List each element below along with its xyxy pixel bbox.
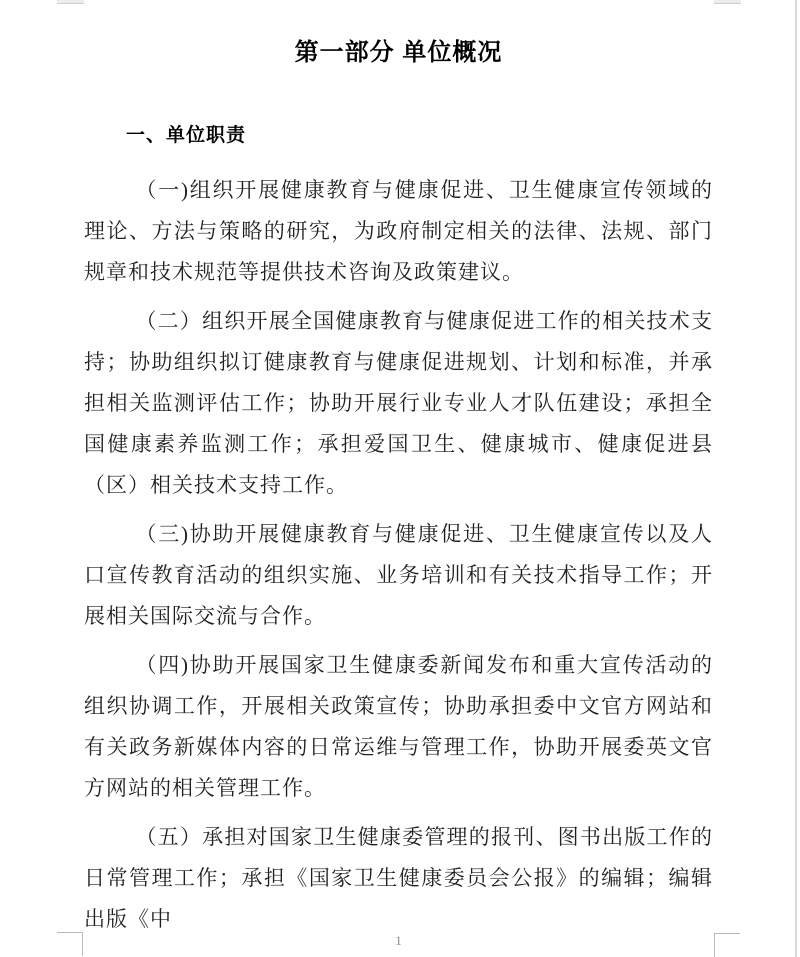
paragraph-4: （四)协助开展国家卫生健康委新闻发布和重大宣传活动的组织协调工作，开展相关政策宣传；协助承担委中文官方网站和有关政务新媒体内容的日常运维与管理工作，协助开展委英文官方网站的相关管理工作。 bbox=[84, 653, 713, 800]
top-margin-mark-left bbox=[57, 0, 84, 4]
document-body bbox=[84, 0, 713, 940]
paragraph-3: （三)协助开展健康教育与健康促进、卫生健康宣传以及人口宣传教育活动的组织实施、业务培训和有关技术指导工作；开展相关国际交流与合作。 bbox=[84, 522, 713, 628]
bottom-right-text-boundary-mark bbox=[714, 933, 740, 957]
page-right-edge bbox=[795, 0, 797, 957]
page-title: 第一部分 单位概况 bbox=[294, 39, 503, 66]
bottom-left-text-boundary-mark bbox=[57, 932, 83, 956]
page-number: 1 bbox=[395, 933, 402, 948]
top-margin-mark-right bbox=[714, 0, 741, 4]
paragraph-5: （五）承担对国家卫生健康委管理的报刊、图书出版工作的日常管理工作；承担《国家卫生健康委员会公报》的编辑；编辑出版《中 bbox=[84, 825, 713, 931]
section-heading: 一、单位职责 bbox=[126, 125, 247, 146]
paragraph-1: （一)组织开展健康教育与健康促进、卫生健康宣传领域的理论、方法与策略的研究，为政府制定相关的法律、法规、部门规章和技术规范等提供技术咨询及政策建议。 bbox=[84, 178, 713, 284]
paragraph-2: （二）组织开展全国健康教育与健康促进工作的相关技术支持；协助组织拟订健康教育与健康促进规划、计划和标准，并承担相关监测评估工作；协助开展行业专业人才队伍建设；承担全国健康素养监测工作；承担爱国卫生、健康城市、健康促进县（区）相关技术支持工作。 bbox=[84, 309, 713, 497]
